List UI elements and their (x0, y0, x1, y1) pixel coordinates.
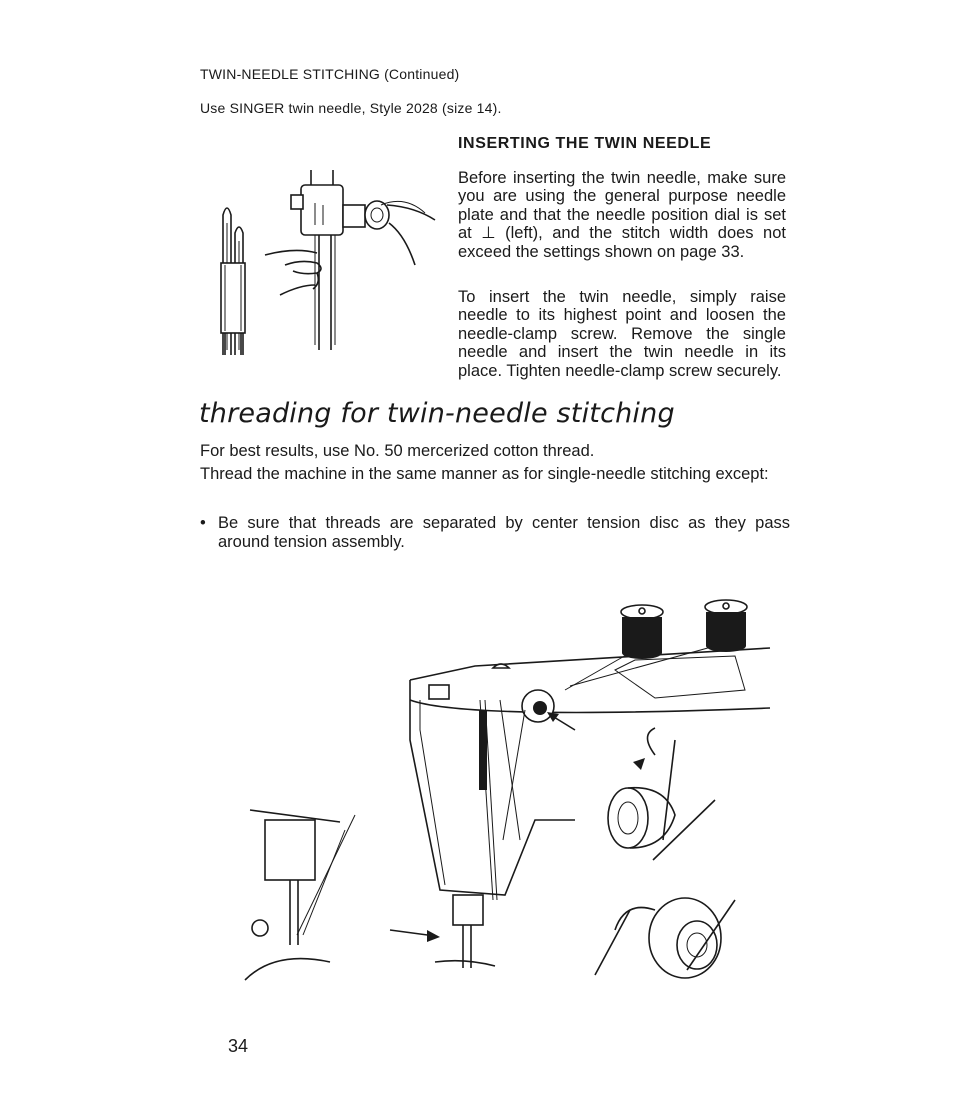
intro-text: Use SINGER twin needle, Style 2028 (size 14). (200, 100, 502, 116)
spool-right-icon (705, 600, 747, 652)
threading-paragraph-2: Thread the machine in the same manner as for single-needle stitching except: (200, 465, 769, 483)
threading-title: threading for twin-needle stitching (199, 398, 675, 429)
tension-disc-inset-2 (595, 898, 735, 978)
page-number: 34 (228, 1036, 249, 1056)
inserting-paragraph-1: Before inserting the twin needle, make sure you are using the general purpose needle plate and that the needle position dial is set at ⊥ (left), and the stitch width does not exceed the settings shown on page 33. (458, 169, 786, 261)
inserting-paragraph-2: To insert the twin needle, simply raise needle to its highest point and loosen the needle-clamp screw. Remove the single needle and insert the twin needle in its place. Tighten needle-clamp screw securely. (458, 288, 786, 380)
twin-needle-icon (221, 208, 245, 355)
threading-paragraph-1: For best results, use No. 50 mercerized cotton thread. (200, 442, 595, 460)
arrow-tension-icon (547, 712, 575, 730)
twin-needle-illustration (205, 165, 445, 365)
tension-disc-inset (608, 728, 715, 860)
inserting-heading: INSERTING THE TWIN NEEDLE (458, 135, 712, 152)
spool-left-icon (621, 605, 663, 659)
needle-clamp-icon (291, 170, 435, 350)
hand-icon (265, 250, 321, 295)
presser-foot-inset (245, 810, 355, 980)
bullet-icon: • (200, 514, 206, 532)
bullet-text: Be sure that threads are separated by center tension disc as they pass around tension assembly. (218, 514, 790, 551)
section-continued-label: TWIN-NEEDLE STITCHING (Continued) (200, 66, 460, 82)
machine-threading-illustration (235, 590, 780, 990)
arrow-needle-icon (390, 930, 440, 942)
bullet-list-item (200, 514, 790, 552)
